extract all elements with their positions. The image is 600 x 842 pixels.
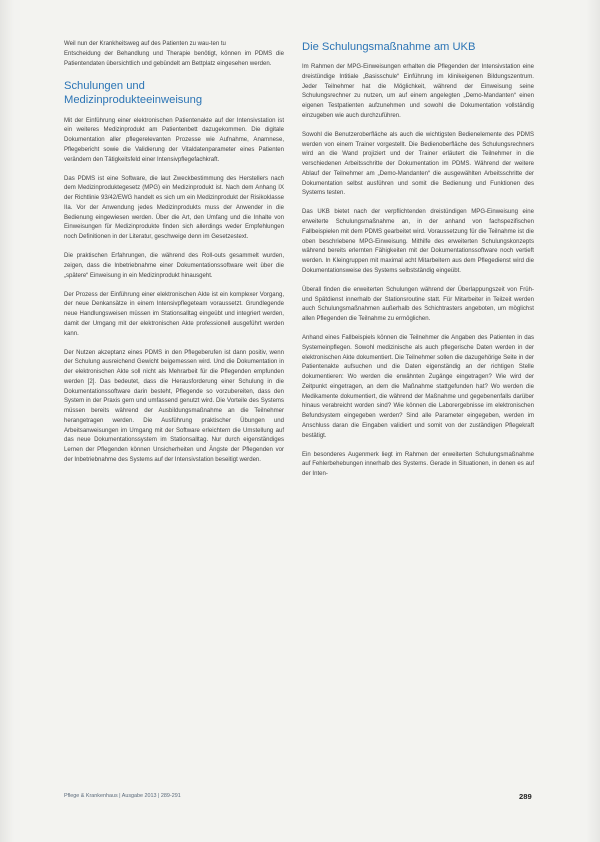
body-paragraph: Überall finden die erweiterten Schulungen während der Überlappungszeit von Früh- und Spätdienst innerhalb der Stationsroutine statt. Für Mitarbeiter in Teilzeit werden auch Schulungsmaßnahmen außerhalb des Schichtrasters angeboten, um möglichst allen Pflegenden die Teilnahme zu ermöglichen. (302, 286, 534, 323)
left-column (64, 40, 284, 475)
body-paragraph: Das PDMS ist eine Software, die laut Zweckbestimmung des Herstellers nach dem Medizinproduktegesetz (MPG) ein Medizinprodukt ist. Nach dem Anhang IX der Richtlinie 93/42/EWG handelt es sich um ein Medizinprodukt der Risikoklasse IIa. Vor der Anwendung jedes Medizinprodukts muss der Anwender in die Bedienung eingewiesen werden. Über die Art, den Umfang und die Inhalte von Einweisungen für Medizinprodukte finden sich allerdings weder Empfehlungen noch Definitionen in der Literatur, geschweige denn im Gesetzestext. (64, 175, 284, 241)
body-paragraph: Die praktischen Erfahrungen, die während des Roll-outs gesammelt wurden, zeigen, dass die Inbetriebnahme einer Dokumentationssoftware weit über die „spätere“ Einweisung in ein Medizinprodukt hinausgeht. (64, 253, 284, 279)
body-paragraph: Im Rahmen der MPG-Einweisungen erhalten die Pflegenden der Intensivstation eine dreistündige Intitiale „Basisschule“ Einführung im klinikeigenen Bildungszentrum. Jeder Teilnehmer hat die Möglichkeit, während der Einweisung seine Schulungsrechner zu nutzen, um auf einem angelegten „Demo-Mandanten“ einen eigenen Testpatienten aufzunehmen und sowohl die Dokumentation vollständig einzugeben wie auch durchzuführen. (302, 64, 534, 119)
body-paragraph: Das UKB bietet nach der verpflichtenden dreistündigen MPG-Einweisung eine erweiterte Schulungsmaßnahme an, in der anhand von fachspezifischen Fallbeispielen mit dem PDMS gearbeitet wird. Voraussetzung für die Teilnahme ist die oben beschriebene MPG-Einweisung. Mithilfe des erweiterten Schulungskonzepts während bereits erlernten Fähigkeiten mit der Dokumentationssoftware noch vertieft werden. In Kleingruppen mit maximal acht Mitarbeitern aus dem Pflegedienst wird die Dokumentationsweise des Systems selbstständig eingeübt. (302, 209, 534, 274)
right-column (302, 40, 534, 489)
page-number: 289 (519, 792, 532, 801)
footer-reference: Pflege & Krankenhaus | Ausgabe 2013 | 289-291 (64, 793, 181, 799)
body-paragraph: Sowohl die Benutzeroberfläche als auch die wichtigsten Bedienelemente des PDMS werden von einem Trainer vorgestellt. Die Bedienoberfläche des Schulungsrechners wird an die Wand projiziert und der Trainer erläutert die Teilnehmer in die verschiedenen Arbeitsschritte der Dokumentation im PDMS. Während der weitere Ablauf der Teilnehmer am „Demo-Mandanten“ die ausgewählten Arbeitsschritte der Dokumentation selbst ausführen und somit die Bedienung und Funktionen des Systems testen. (302, 131, 534, 197)
section-heading-schulungsmassnahme: Die Schulungsmaßnahme am UKB (302, 41, 476, 53)
intro-paragraph: Weil nun der Krankheitsweg auf des Patienten zu wau-ten tu Entscheidung der Behandlung und Therapie benötigt, können im PDMS die Patientendaten übersichtlich und gebündelt am Bettplatz eingesehen werden. (64, 41, 284, 67)
section-heading-schulungen: Schulungen und Medizinprodukteeinweisung (64, 79, 203, 106)
body-paragraph: Der Nutzen akzeptanz eines PDMS in den Pflegeberufen ist dann positiv, wenn der Schulung ausreichend Gewicht beigemessen wird. Und die Dokumentation in der elektronischen Akte soll nicht als Mehrarbeit für die Pflegenden empfunden werden [2]. Das bedeutet, dass die Herausforderung einer Schulung in die Dokumentationssoftware darin besteht, Pflegende so vorzubereiten, dass den System in der Praxis gern und umfassend genutzt wird. Die Vorteile des Systems müssen bereits während der Ausbildungsmaßnahme an die Teilnehmer herangetragen werden. Die Ausführung praktischer Übungen und Arbeitsanweisungen im Umgang mit der Software erleichtern die Umstellung auf das neue Dokumentationssystem im Stationsalltag. Nur durch eigenständiges Lernen der Pflegenden können Unsicherheiten und Ängste der Pflegenden vor der Inbetriebnahme des Systems auf der Intensivstation beseitigt werden. (64, 349, 284, 463)
body-paragraph: Der Prozess der Einführung einer elektronischen Akte ist ein komplexer Vorgang, der neue Denkansätze in einem Intensivpflegeteam voraussetzt. Grundlegende neue Handlungsweisen müssen im Stationsalltag eingeübt und integriert werden, damit der Umgang mit der elektronischen Akte professionell ausgeführt werden kann. (64, 291, 284, 337)
body-paragraph: Anhand eines Fallbeispiels können die Teilnehmer die Angaben des Patienten in das Systemeinpflegen. Sowohl medizinische als auch pflegerische Daten werden in der elektronischen Akte dokumentiert. Die Teilnehmer sollen die dazugehörige Seite in der Patientenakte aufsuchen und die Daten eigenständig an der richtigen Stelle dokumentieren: Wo werden die erwähnten Zugänge eingetragen? Wie wird der Zeitpunkt eingetragen, an dem die Maßnahme stattgefunden hat? Wo werden die Medikamente dokumentiert, die während der Maßnahme und gegebenenfalls darüber hinaus verabreicht worden sind? Wie können die Laborergebnisse im elektronischen Befundsystem eingegeben werden? Sind alle Parameter eingegeben, werden im Anschluss daran die Eingaben validiert und somit von der zuständigen Pflegekraft bestätigt. (302, 335, 534, 439)
body-paragraph: Ein besonderes Augenmerk liegt im Rahmen der erweiterten Schulungsmaßnahme auf Fehlerbehebungen innerhalb des Systems. Gerade in Situationen, in denen es auf der Inten- (302, 451, 534, 478)
body-paragraph: Mit der Einführung einer elektronischen Patientenakte auf der Intensivstation ist ein weiteres Medizinprodukt am Patientenbett dazugekommen. Die digitale Dokumentation aller pflegerelevanten Prozesse wie Aufnahme, Anamnese, Pflegebericht sowie die Validierung der Vitaldatenparameter eines Patienten verändern den Tätigkeitsfeld einer Intensivpflegefachkraft. (64, 117, 284, 163)
